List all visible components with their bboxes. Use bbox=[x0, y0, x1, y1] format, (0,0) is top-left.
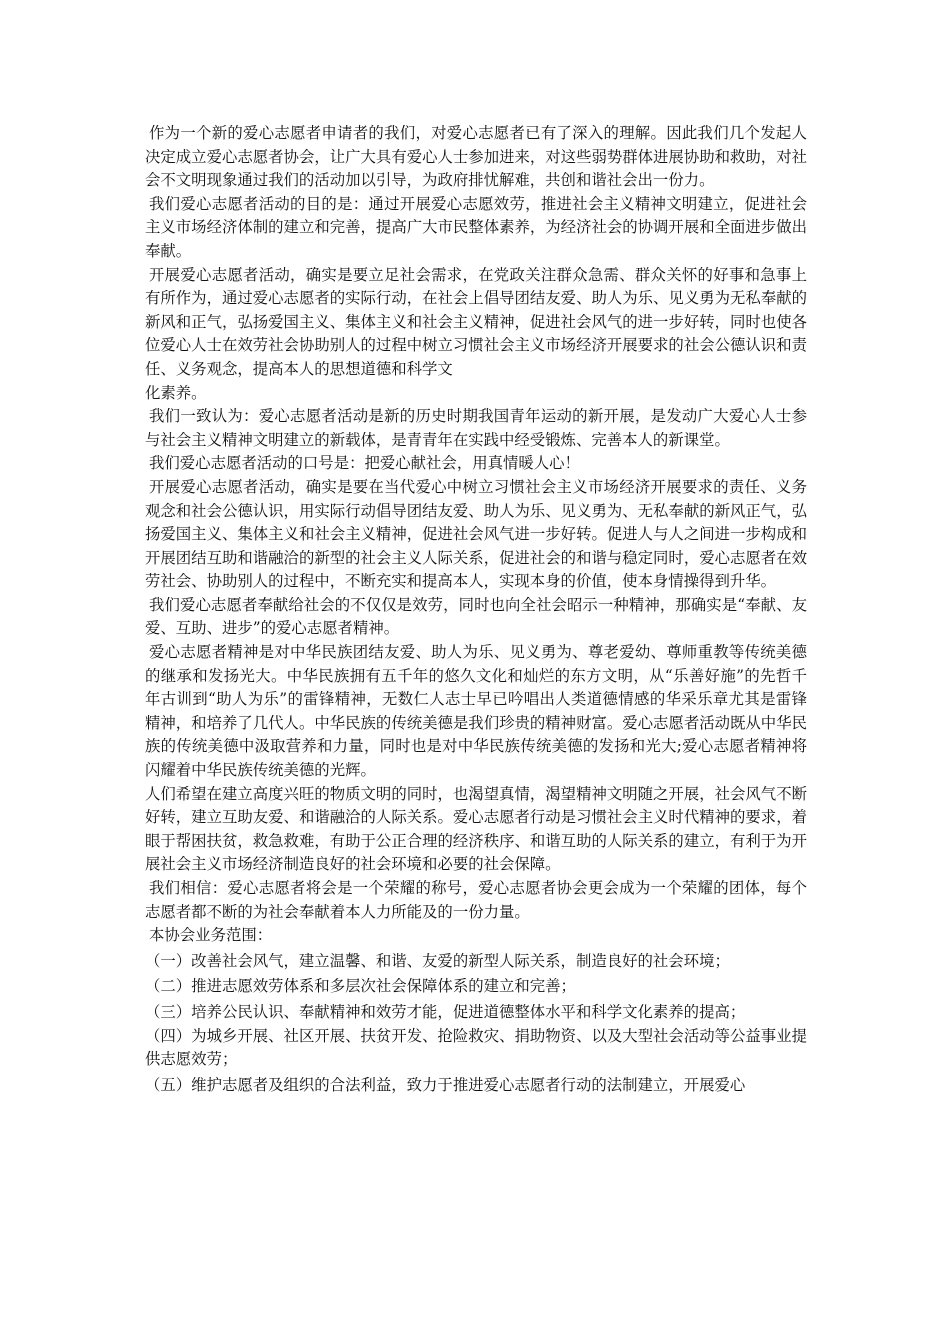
scope-item-3: （三）培养公民认识、奉献精神和效劳才能，促进道德整体水平和科学文化素养的提高； bbox=[145, 1002, 746, 1021]
paragraph-purpose: 我们爱心志愿者活动的目的是：通过开展爱心志愿效劳，推进社会主义精神文明建立，促进社会主义市场经济体制的建立和完善，提高广大市民整体素养，为经济社会的协调开展和全面进步做出奉献。 bbox=[145, 194, 807, 260]
paragraph-intro: 作为一个新的爱心志愿者申请者的我们，对爱心志愿者已有了深入的理解。因此我们几个发起人决定成立爱心志愿者协会，让广大具有爱心人士参加进来，对这些弱势群体进展协助和救助，对社会不文明现象通过我们的活动加以引导，为政府排忧解难，共创和谐社会出一份力。 bbox=[145, 124, 807, 190]
paragraph-spirit: 我们爱心志愿者奉献给社会的不仅仅是效劳，同时也向全社会昭示一种精神，那确实是“奉献、友爱、互助、进步”的爱心志愿者精神。 bbox=[145, 595, 807, 638]
scope-item-1: （一）改善社会风气，建立温馨、和谐、友爱的新型人际关系，制造良好的社会环境； bbox=[145, 951, 730, 970]
scope-item-5: （五）维护志愿者及组织的合法利益，致力于推进爱心志愿者行动的法制建立，开展爱心 bbox=[145, 1075, 746, 1094]
paragraph-hope: 人们希望在建立高度兴旺的物质文明的同时，也渴望真情，渴望精神文明随之开展，社会风气不断好转，建立互助友爱、和谐融洽的人际关系。爱心志愿者行动是习惯社会主义时代精神的要求，着眼于帮困扶贫，救急救难，有助于公正合理的经济秩序、和谐互助的人际关系的建立，有利于为开展社会主义市场经济制造良好的社会环境和必要的社会保障。 bbox=[145, 784, 807, 874]
scope-item-4: （四）为城乡开展、社区开展、扶贫开发、抢险救灾、捐助物资、以及大型社会活动等公益事业提供志愿效劳； bbox=[145, 1026, 807, 1069]
paragraph-social-needs-continued: 化素养。 bbox=[145, 383, 207, 402]
paragraph-consensus: 我们一致认为：爱心志愿者活动是新的历史时期我国青年运动的新开展，是发动广大爱心人士参与社会主义精神文明建立的新载体，是青青年在实践中经受锻炼、完善本人的新课堂。 bbox=[145, 407, 807, 449]
paragraph-social-needs: 开展爱心志愿者活动，确实是要立足社会需求，在党政关注群众急需、群众关怀的好事和急事上有所作为，通过爱心志愿者的实际行动，在社会上倡导团结友爱、助人为乐、见义勇为无私奉献的新风和正气，弘扬爱国主义、集体主义和社会主义精神，促进社会风气的进一步好转，同时也使各位爱心人士在效劳社会协助别人的过程中树立习惯社会主义市场经济开展要求的社会公德认识和责任、义务观念，提高本人的思想道德和科学文 bbox=[145, 265, 807, 378]
paragraph-tradition: 爱心志愿者精神是对中华民族团结友爱、助人为乐、见义勇为、尊老爱幼、尊师重教等传统美德的继承和发扬光大。中华民族拥有五千年的悠久文化和灿烂的东方文明，从“乐善好施”的先哲千年古训到“助人为乐”的雷锋精神，无数仁人志士早已吟唱出人类道德情感的华采乐章尤其是雷锋精神，和培养了几代人。中华民族的传统美德是我们珍贵的精神财富。爱心志愿者活动既从中华民族的传统美德中汲取营养和力量，同时也是对中华民族传统美德的发扬和光大;爱心志愿者精神将闪耀着中华民族传统美德的光辉。 bbox=[145, 643, 807, 780]
paragraph-belief: 我们相信：爱心志愿者将会是一个荣耀的称号，爱心志愿者协会更会成为一个荣耀的团体，每个志愿者都不断的为社会奉献着本人力所能及的一份力量。 bbox=[145, 879, 807, 921]
paragraph-slogan: 我们爱心志愿者活动的口号是：把爱心献社会，用真情暖人心！ bbox=[149, 454, 580, 473]
paragraph-scope-heading: 本协会业务范围： bbox=[149, 926, 273, 945]
paragraph-responsibility: 开展爱心志愿者活动，确实是要在当代爱心中树立习惯社会主义市场经济开展要求的责任、义务观念和社会公德认识，用实际行动倡导团结友爱、助人为乐、见义勇为、无私奉献的新风正气，弘扬爱国主义、集体主义和社会主义精神，促进社会风气进一步好转。促进人与人之间进一步构成和开展团结互助和谐融洽的新型的社会主义人际关系，促进社会的和谐与稳定同时，爱心志愿者在效劳社会、协助别人的过程中，不断充实和提高本人，实现本身的价值，使本身情操得到升华。 bbox=[145, 477, 807, 591]
document-body bbox=[145, 122, 807, 1097]
scope-item-2: （二）推进志愿效劳体系和多层次社会保障体系的建立和完善； bbox=[145, 977, 576, 996]
